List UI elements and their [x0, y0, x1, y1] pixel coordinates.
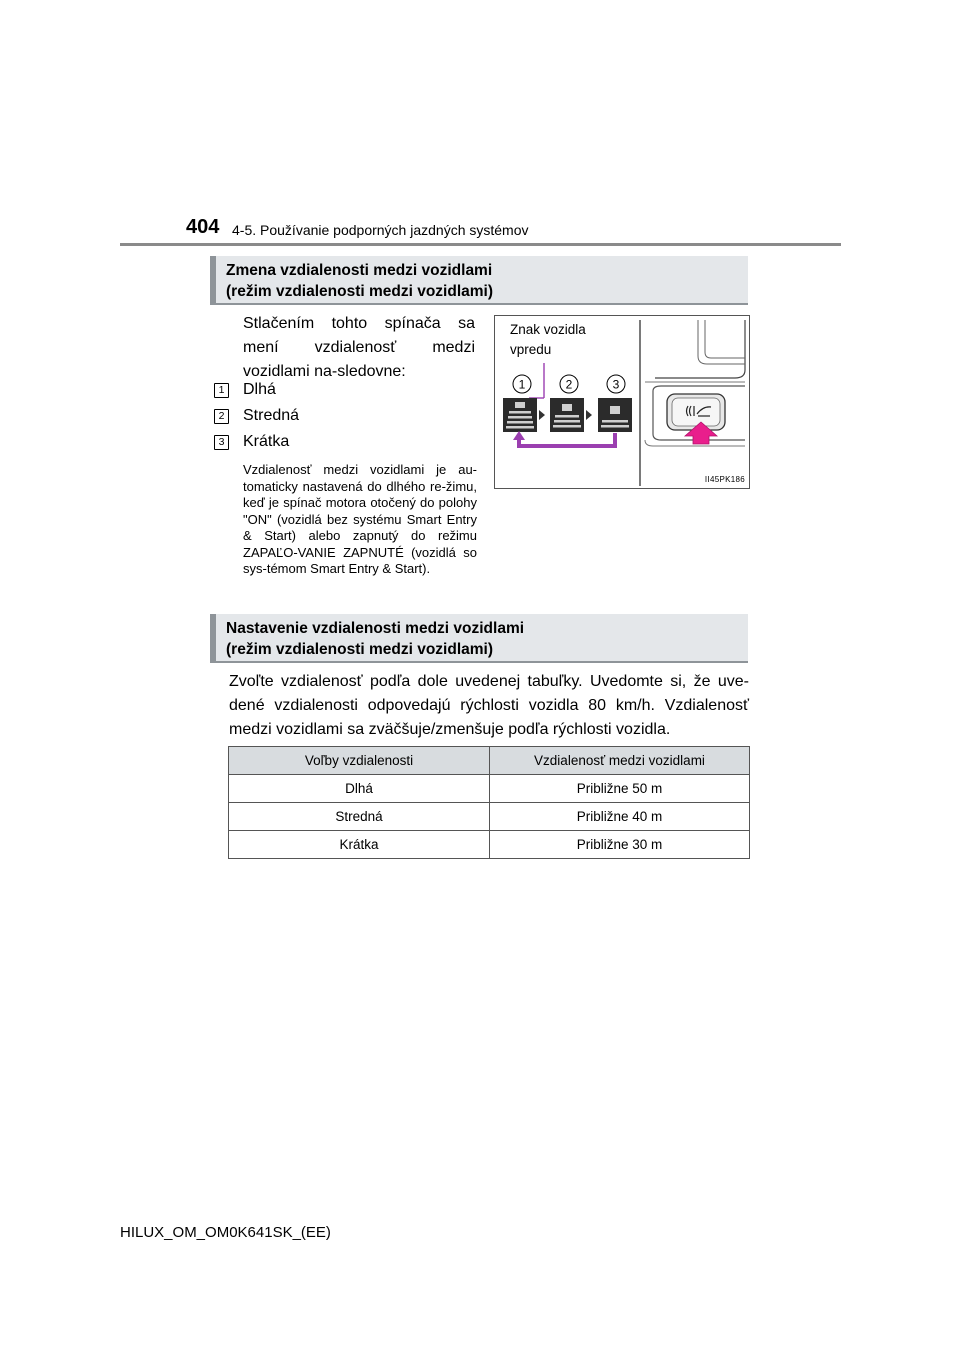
display-long-distance-icon: [503, 398, 537, 432]
distance-table: [228, 746, 750, 859]
section-heading-line: Nastavenie vzdialenosti medzi vozidlami: [226, 620, 525, 637]
option-label: Stredná: [243, 407, 300, 424]
table-row: [229, 803, 750, 831]
section-heading-set-distance: [210, 614, 748, 663]
option-number-marker: 1: [214, 383, 229, 398]
note-text: Vzdialenosť medzi vozidlami je au-tomaticky nastavená do dlhého re-žimu, keď je spínač motora otočený do polohy "ON" (vozidlá bez systému Smart Entry & Start) alebo zapnutý do režimu ZAPAĽO-VANIE ZAPNUTÉ (vozidlá so sys-témom Smart Entry & Start).: [243, 462, 477, 576]
arrow-right-icon: [586, 410, 592, 420]
section-heading-line: (režim vzdialenosti medzi vozidlami): [226, 283, 494, 300]
table-cell: Dlhá: [229, 775, 490, 803]
option-number-marker: 3: [214, 435, 229, 450]
step-marker-2: [560, 375, 578, 393]
table-cell: Približne 40 m: [490, 803, 750, 831]
display-middle-distance-icon: [550, 398, 584, 432]
arrow-right-icon: [539, 410, 545, 420]
distance-switch-button: [667, 394, 725, 430]
option-label: Krátka: [243, 433, 290, 450]
table-cell: Približne 30 m: [490, 831, 750, 859]
section-heading-line: Zmena vzdialenosti medzi vozidlami: [226, 262, 493, 279]
table-header-cell: Voľby vzdialenosti: [229, 747, 490, 775]
table-cell: Krátka: [229, 831, 490, 859]
header-rule: [120, 243, 841, 246]
figure-code: II45PK186: [704, 475, 745, 484]
table-row: [229, 831, 750, 859]
figure-callout-label: Znak vozidla vpredu: [510, 322, 586, 357]
section-heading-change-distance: [210, 256, 748, 305]
table-row: [229, 775, 750, 803]
step-marker-1: [513, 375, 531, 393]
chapter-title: 4-5. Používanie podporných jazdných systémov: [232, 222, 529, 238]
display-short-distance-icon: [598, 398, 632, 432]
section-heading-line: (režim vzdialenosti medzi vozidlami): [226, 641, 494, 658]
table-cell: Približne 50 m: [490, 775, 750, 803]
table-cell: Stredná: [229, 803, 490, 831]
svg-text:3: 3: [612, 377, 620, 392]
table-header-row: [229, 747, 750, 775]
body-paragraph: Zvoľte vzdialenosť podľa dole uvedenej tabuľky. Uvedomte si, že uve-dené vzdialenosti odpovedajú rýchlosti vozidla 80 km/h. Vzdialenosť medzi vozidlami sa zväčšuje/zmenšuje podľa rýchlosti vozidla.: [229, 673, 749, 738]
footer-doc-id: HILUX_OM_OM0K641SK_(EE): [120, 1224, 331, 1241]
distance-switch-illustration: [494, 315, 750, 489]
table-header-cell: Vzdialenosť medzi vozidlami: [490, 747, 750, 775]
return-arrow-icon: [513, 431, 615, 446]
intro-text: Stlačením tohto spínača sa mení vzdialenosť medzi vozidlami na-sledovne:: [243, 315, 475, 380]
svg-text:1: 1: [518, 377, 526, 392]
option-label: Dlhá: [243, 381, 276, 398]
svg-text:2: 2: [565, 377, 573, 392]
step-marker-3: [607, 375, 625, 393]
page-number: 404: [186, 216, 220, 238]
option-number-marker: 2: [214, 409, 229, 424]
